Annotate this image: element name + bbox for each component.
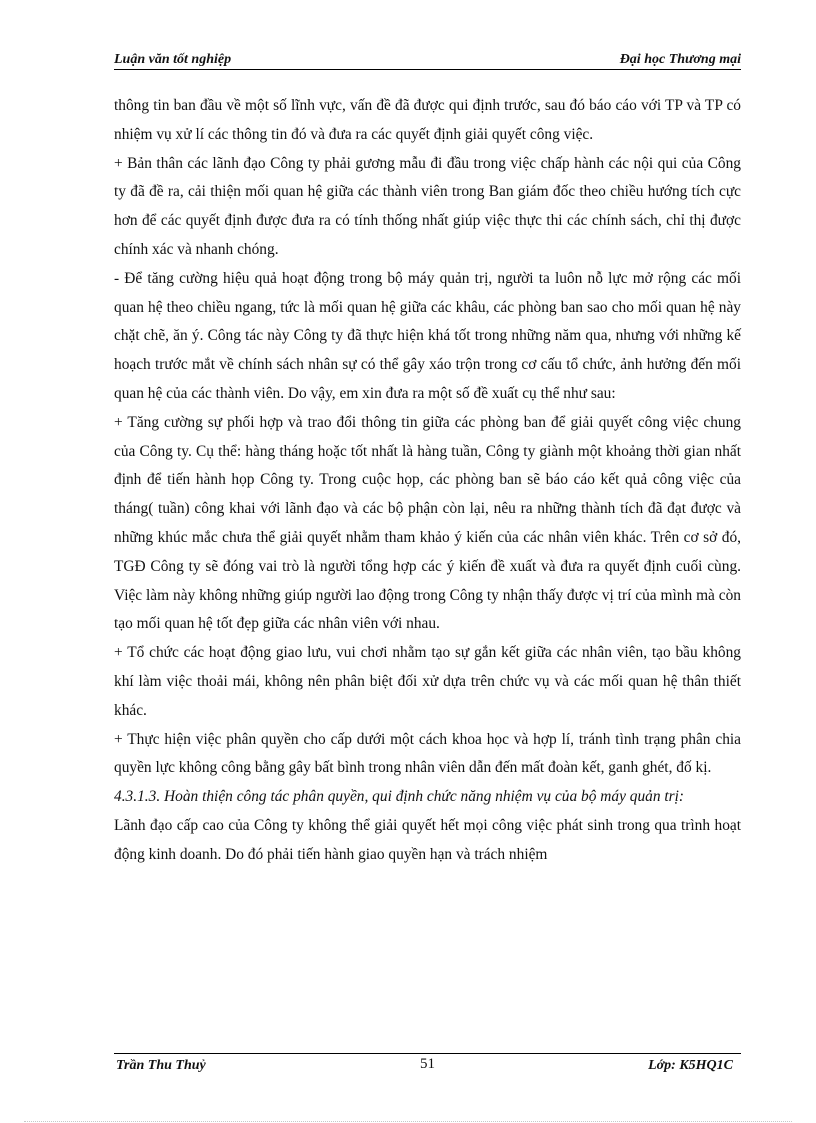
header-thesis-title: Luận văn tốt nghiệp (114, 52, 232, 67)
paragraph-social-activities: + Tổ chức các hoạt động giao lưu, vui chơi nhằm tạo sự gắn kết giữa các nhân viên, tạo bầu không khí làm việc thoải mái, không nên phân biệt đối xử dựa trên chức vụ và các mối quan hệ thân thiết khác. (114, 644, 741, 719)
paragraph-delegation: + Thực hiện việc phân quyền cho cấp dưới một cách khoa học và hợp lí, tránh tình trạng phân chia quyền lực không công bằng gây bất bình trong nhân viên dẫn đến mất đoàn kết, ganh ghét, đố kị. (114, 730, 741, 777)
paragraph-continuation: thông tin ban đầu về một số lĩnh vực, vấn đề đã được qui định trước, sau đó báo cáo với TP và TP có nhiệm vụ xử lí các thông tin đó và đưa ra các quyết định giải quyết công việc. (114, 97, 741, 143)
section-heading: 4.3.1.3. Hoàn thiện công tác phân quyền, qui định chức năng nhiệm vụ của bộ máy quản trị: (114, 788, 685, 806)
page-number: 51 (420, 1056, 435, 1072)
footer-author: Trần Thu Thuỷ (116, 1058, 206, 1073)
page-edge-divider (24, 1121, 792, 1122)
page-header (114, 49, 741, 70)
footer-class: Lớp: K5HQ1C (648, 1058, 733, 1073)
paragraph-leadership-example: + Bản thân các lãnh đạo Công ty phải gương mẫu đi đầu trong việc chấp hành các nội qui của Công ty đã đề ra, cải thiện mối quan hệ giữa các thành viên trong Ban giám đốc theo chiều hướng tích cực hơn để các quyết định được đưa ra có tính thống nhất giúp việc thực thi các chính sách, chỉ thị được chính xác và nhanh chóng. (114, 154, 741, 258)
page-footer (114, 1053, 741, 1082)
paragraph-horizontal-relations: - Để tăng cường hiệu quả hoạt động trong bộ máy quản trị, người ta luôn nỗ lực mở rộng các mối quan hệ theo chiều ngang, tức là mối quan hệ giữa các khâu, các phòng ban sao cho mối quan hệ này chặt chẽ, ăn ý. Công tác này Công ty đã thực hiện khá tốt trong những năm qua, nhưng với những kế hoạch trước mắt về chính sách nhân sự có thể gây xáo trộn trong cơ cấu tổ chức, ảnh hưởng đến mối quan hệ của các thành viên. Do vậy, em xin đưa ra một số đề xuất cụ thể như sau: (114, 269, 741, 402)
page-body (114, 92, 741, 870)
paragraph-final: Lãnh đạo cấp cao của Công ty không thể giải quyết hết mọi công việc phát sinh trong qua trình hoạt động kinh doanh. Do đó phải tiến hành giao quyền hạn và trách nhiệm (114, 816, 741, 863)
header-university: Đại học Thương mại (619, 52, 741, 67)
paragraph-coordination: + Tăng cường sự phối hợp và trao đổi thông tin giữa các phòng ban để giải quyết công việc chung của Công ty. Cụ thể: hàng tháng hoặc tốt nhất là hàng tuần, Công ty giành một khoảng thời gian nhất định để tiến hành họp Công ty. Trong cuộc họp, các phòng ban sẽ báo cáo kết quả công việc của tháng( tuần) công khai với lãnh đạo và các bộ phận còn lại, nêu ra những thành tích đã đạt được và những khúc mắc chưa thể giải quyết nhằm tham khảo ý kiến của các nhân viên khác. Trên cơ sở đó, TGĐ Công ty sẽ đóng vai trò là người tổng hợp các ý kiến đề xuất và đưa ra quyết định cuối cùng. Việc làm này không những giúp người lao động trong Công ty nhận thấy được vị trí của mình mà còn tạo mối quan hệ tốt đẹp giữa các nhân viên với nhau. (114, 413, 741, 633)
